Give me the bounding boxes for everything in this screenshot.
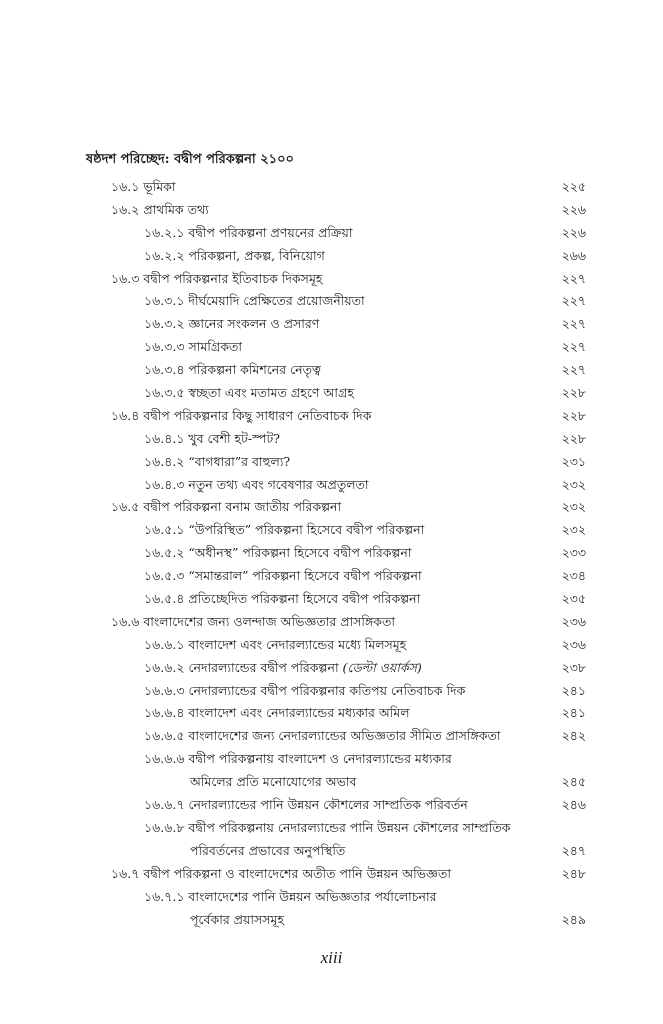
toc-entry (86, 909, 586, 932)
entry-page: ২২৭ (561, 293, 586, 309)
toc-entry (86, 565, 586, 588)
toc-entry (86, 474, 586, 497)
toc-entry (86, 611, 586, 634)
entry-title: বদ্বীপ পরিকল্পনায় বাংলাদেশ ও নেদারল্যান্ডের মধ্যকার (188, 751, 452, 767)
entry-title: “সমান্তরাল” পরিকল্পনা হিসেবে বদ্বীপ পরিকল্পনা (188, 568, 422, 584)
toc-entry (86, 519, 586, 542)
entry-number: ১৬.৩.৩ (144, 339, 185, 355)
entry-title: পরিকল্পনা কমিশনের নেতৃত্ব (188, 362, 321, 378)
toc-entry (86, 680, 586, 703)
entry-page: ২৪৫ (561, 774, 586, 790)
toc-entry (86, 634, 586, 657)
toc-entries (86, 176, 586, 931)
entry-number: ১৬.৭.১ (144, 888, 185, 904)
entry-title: বাংলাদেশের জন্য নেদারল্যান্ডের অভিজ্ঞতার সীমিত প্রাসঙ্গিকতা (188, 728, 501, 744)
entry-number: ১৬.৩.১ (144, 293, 185, 309)
entry-page: ২৩২ (561, 522, 586, 538)
toc-entry (86, 336, 586, 359)
toc-entry (86, 771, 586, 794)
entry-number: ১৬.৬.৫ (144, 728, 185, 744)
toc-entry (86, 794, 586, 817)
table-of-contents (86, 150, 586, 931)
entry-number: ১৬.২.২ (144, 247, 185, 263)
toc-entry (86, 496, 586, 519)
entry-page: ২৪৯ (561, 911, 586, 927)
entry-number: ১৬.৬.৮ (144, 819, 185, 835)
entry-title: বাংলাদেশের জন্য ওলন্দাজ অভিজ্ঞতার প্রাসঙ্গিকতা (143, 613, 396, 629)
entry-title: প্রাথমিক তথ্য (143, 201, 209, 217)
entry-title-italic: (ডেল্টা ওয়ার্কস) (342, 659, 422, 675)
entry-title: “অধীনস্থ” পরিকল্পনা হিসেবে বদ্বীপ পরিকল্পনা (188, 545, 412, 561)
toc-entry (86, 702, 586, 725)
entry-number: ১৬.২ (111, 201, 140, 217)
entry-page: ২২৮ (561, 430, 586, 446)
toc-entry (86, 313, 586, 336)
entry-number: ১৬.১ (111, 179, 140, 194)
entry-number: ১৬.৭ (111, 865, 140, 881)
toc-entry (86, 748, 586, 771)
entry-page: ২৩৪ (561, 568, 586, 584)
entry-page: ২২৬ (561, 201, 586, 217)
entry-title: পরিবর্তনের প্রভাবের অনুপস্থিতি (190, 842, 346, 858)
entry-page: ২২৭ (561, 339, 586, 355)
entry-title: বাংলাদেশের পানি উন্নয়ন অভিজ্ঞতার পর্যালোচনার (188, 888, 437, 904)
toc-entry (86, 176, 586, 199)
toc-entry (86, 657, 586, 680)
toc-entry (86, 268, 586, 291)
entry-page: ২২৫ (561, 179, 586, 194)
entry-title: দীর্ঘমেয়াদি প্রেক্ষিতের প্রয়োজনীয়তা (188, 293, 365, 309)
entry-title: সামগ্রিকতা (188, 339, 242, 355)
toc-entry (86, 405, 586, 428)
toc-entry (86, 840, 586, 863)
toc-entry (86, 863, 586, 886)
entry-title: পূর্বেকার প্রয়াসসমূহ (190, 911, 285, 927)
entry-page: ২৪৭ (561, 842, 586, 858)
entry-page: ২৬৬ (561, 247, 586, 263)
entry-page: ২২৭ (561, 270, 586, 286)
toc-entry (86, 245, 586, 268)
entry-number: ১৬.৬ (111, 613, 140, 629)
toc-entry (86, 199, 586, 222)
entry-number: ১৬.৪ (111, 407, 140, 423)
chapter-heading: ষষ্ঠদশ পরিচ্ছেদ: বদ্বীপ পরিকল্পনা ২১০০ (86, 152, 295, 167)
entry-page: ২৩৩ (561, 545, 586, 561)
entry-title: জ্ঞানের সংকলন ও প্রসারণ (188, 316, 320, 332)
entry-page: ২৩৬ (561, 613, 586, 629)
entry-title: স্বচ্ছতা এবং মতামত গ্রহণে আগ্রহ (188, 385, 354, 401)
entry-page: ২৩৮ (561, 659, 586, 675)
entry-number: ১৬.৬.৭ (144, 797, 185, 813)
entry-page: ২২৭ (561, 316, 586, 332)
toc-entry (86, 451, 586, 474)
entry-page: ২৪৮ (561, 865, 586, 881)
entry-title: প্রতিচ্ছেদিত পরিকল্পনা হিসেবে বদ্বীপ পরিকল্পনা (188, 591, 421, 607)
entry-number: ১৬.৩ (111, 270, 140, 286)
entry-title: বাংলাদেশ এবং নেদারল্যান্ডের মধ্যে মিলসমূহ (188, 636, 407, 652)
entry-number: ১৬.৪.২ (144, 453, 185, 469)
entry-number: ১৬.৩.৫ (144, 385, 185, 401)
toc-entry (86, 725, 586, 748)
entry-page: ২৩২ (561, 499, 586, 515)
entry-title: নতুন তথ্য এবং গবেষণার অপ্রতুলতা (188, 476, 369, 492)
entry-page: ২৩১ (561, 453, 586, 469)
entry-title: নেদারল্যান্ডের পানি উন্নয়ন কৌশলের সাম্প্রতিক পরিবর্তন (188, 797, 468, 813)
entry-title: “বাগধারা”র বাহুল্য? (188, 453, 291, 469)
toc-entry (86, 542, 586, 565)
entry-number: ১৬.৫.৪ (144, 591, 185, 607)
toc-entry (86, 428, 586, 451)
entry-title: বাংলাদেশ এবং নেদারল্যান্ডের মধ্যকার অমিল (188, 705, 410, 721)
entry-title: “উপরিস্থিত” পরিকল্পনা হিসেবে বদ্বীপ পরিকল্পনা (188, 522, 425, 538)
page-number: xiii (320, 948, 343, 967)
entry-title: নেদারল্যান্ডের বদ্বীপ পরিকল্পনা (188, 659, 343, 675)
entry-page: ২৩৫ (561, 591, 586, 607)
entry-title: অমিলের প্রতি মনোযোগের অভাব (190, 774, 357, 790)
entry-title: বদ্বীপ পরিকল্পনা প্রণয়নের প্রক্রিয়া (188, 224, 353, 240)
entry-number: ১৬.৫.৩ (144, 568, 185, 584)
entry-number: ১৬.৬.৩ (144, 682, 185, 698)
entry-title: বদ্বীপ পরিকল্পনা বনাম জাতীয় পরিকল্পনা (143, 499, 342, 515)
entry-number: ১৬.৪.১ (144, 430, 185, 446)
entry-number: ১৬.৩.৪ (144, 362, 185, 378)
entry-page: ২৩২ (561, 476, 586, 492)
toc-entry (86, 817, 586, 840)
entry-number: ১৬.৫.১ (144, 522, 185, 538)
entry-page: ২২৭ (561, 362, 586, 378)
entry-number: ১৬.৫.২ (144, 545, 185, 561)
entry-number: ১৬.৬.৬ (144, 751, 185, 767)
entry-page: ২২৮ (561, 385, 586, 401)
entry-page: ২৪৬ (561, 797, 586, 813)
entry-number: ১৬.৩.২ (144, 316, 185, 332)
toc-entry (86, 382, 586, 405)
toc-entry (86, 290, 586, 313)
entry-page: ২২৮ (561, 407, 586, 423)
entry-number: ১৬.২.১ (144, 224, 185, 240)
entry-title: বদ্বীপ পরিকল্পনায় নেদারল্যান্ডের পানি উন্নয়ন কৌশলের সাম্প্রতিক (188, 819, 511, 835)
entry-number: ১৬.৬.১ (144, 636, 185, 652)
entry-title: নেদারল্যান্ডের বদ্বীপ পরিকল্পনার কতিপয় নেতিবাচক দিক (188, 682, 466, 698)
entry-number: ১৬.৪.৩ (144, 476, 185, 492)
entry-page: ২৩৬ (561, 636, 586, 652)
toc-entry (86, 886, 586, 909)
entry-page: ২৪১ (561, 705, 586, 721)
entry-title: বদ্বীপ পরিকল্পনার কিছু সাধারণ নেতিবাচক দিক (143, 407, 372, 423)
toc-entry (86, 222, 586, 245)
entry-page: ২৪১ (561, 682, 586, 698)
entry-number: ১৬.৬.৪ (144, 705, 185, 721)
entry-number: ১৬.৫ (111, 499, 140, 515)
entry-number: ১৬.৬.২ (144, 659, 185, 675)
entry-page: ২৪২ (561, 728, 586, 744)
entry-title: খুব বেশী হট-স্পট? (188, 430, 280, 446)
entry-title: ভূমিকা (143, 179, 176, 194)
toc-entry (86, 588, 586, 611)
entry-title: বদ্বীপ পরিকল্পনার ইতিবাচক দিকসমূহ (143, 270, 323, 286)
entry-page: ২২৬ (561, 224, 586, 240)
toc-entry (86, 359, 586, 382)
entry-title: বদ্বীপ পরিকল্পনা ও বাংলাদেশের অতীত পানি উন্নয়ন অভিজ্ঞতা (143, 865, 451, 881)
entry-title: পরিকল্পনা, প্রকল্প, বিনিয়োগ (188, 247, 325, 263)
